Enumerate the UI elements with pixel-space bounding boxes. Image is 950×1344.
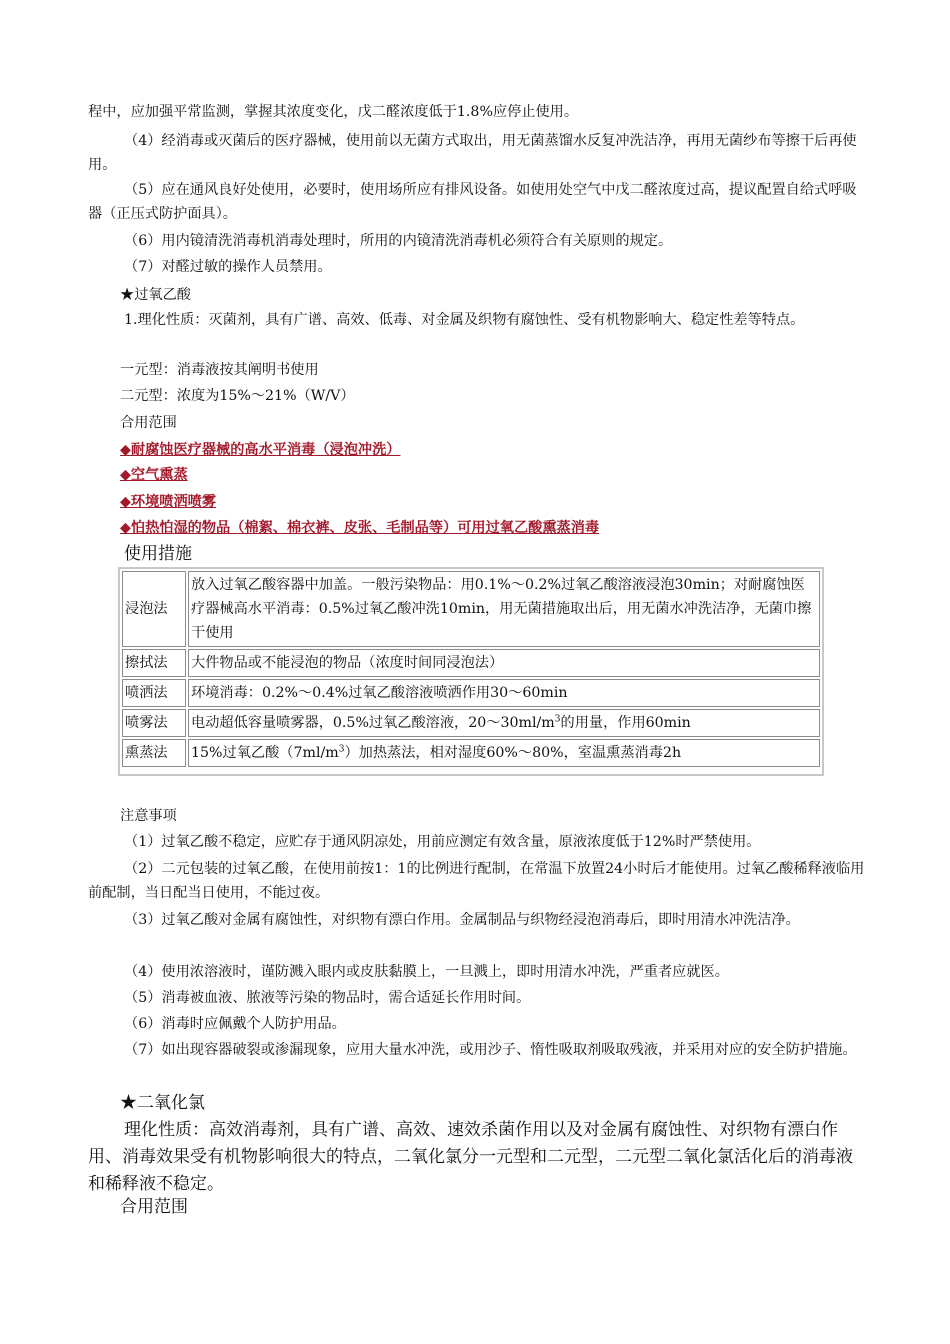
scope-item: ◆空气熏蒸 <box>120 467 188 483</box>
chlorine-dioxide-heading: ★二氧化氯 <box>120 1093 205 1113</box>
method-name: 喷洒法 <box>122 679 186 707</box>
scope-item: ◆耐腐蚀医疗器械的高水平消毒（浸泡冲洗） <box>120 442 401 458</box>
continued-paragraph: 程中，应加强平常监测，掌握其浓度变化，戊二醛浓度低于1.8%应停止使用。 <box>88 104 579 120</box>
method-desc <box>188 739 820 767</box>
method-desc: 放入过氧乙酸容器中加盖。一般污染物品：用0.1%～0.2%过氧乙酸溶液浸泡30min；对耐腐蚀医疗器械高水平消毒：0.5%过氧乙酸冲洗10min，用无菌措施取出后，用无菌水冲洗洁净，无菌巾擦干使用 <box>188 571 820 647</box>
method-name: 熏蒸法 <box>122 739 186 767</box>
note-item: （4）使用浓溶液时，谨防溅入眼内或皮肤黏膜上，一旦溅上，即时用清水冲洗，严重者应就医。 <box>124 964 729 980</box>
method-desc-post: ）加热蒸法，相对湿度60%～80%，室温熏蒸消毒2h <box>344 745 682 761</box>
method-name: 浸泡法 <box>122 571 186 647</box>
note-item: （1）过氧乙酸不稳定，应贮存于通风阴凉处，用前应测定有效含量，原液浓度低于12%时严禁使用。 <box>124 834 761 850</box>
note-item-7: （7）对醛过敏的操作人员禁用。 <box>124 259 332 275</box>
note-item-5: （5）应在通风良好处使用，必要时，使用场所应有排风设备。如使用处空气中戊二醛浓度过高，提议配置自给式呼吸器（正压式防护面具）。 <box>88 182 857 222</box>
type-binary: 二元型：浓度为15%～21%（W/V） <box>120 388 355 404</box>
table-row <box>122 739 820 767</box>
method-desc-pre: 15%过氧乙酸（7ml/m <box>191 745 339 761</box>
superscript: 3 <box>554 714 561 725</box>
type-single: 一元型：消毒液按其阐明书使用 <box>120 362 319 378</box>
scope-title: 合用范围 <box>120 415 177 431</box>
note-item-6: （6）用内镜清洗消毒机消毒处理时，所用的内镜清洗消毒机必须符合有关原则的规定。 <box>124 233 673 249</box>
notes-title: 注意事项 <box>120 808 177 824</box>
scope-item: ◆怕热怕湿的物品（棉絮、棉衣裤、皮张、毛制品等）可用过氧乙酸熏蒸消毒 <box>120 520 600 536</box>
peracetic-heading: ★过氧乙酸 <box>120 287 191 303</box>
method-desc: 大件物品或不能浸泡的物品（浓度时间同浸泡法） <box>188 649 820 677</box>
superscript: 3 <box>338 744 345 755</box>
method-desc <box>188 709 820 737</box>
peracetic-properties: 1.理化性质：灭菌剂，具有广谱、高效、低毒、对金属及织物有腐蚀性、受有机物影响大、稳定性差等特点。 <box>124 312 805 328</box>
note-item: （7）如出现容器破裂或渗漏现象，应用大量水冲洗，或用沙子、惰性吸取剂吸取残液，并采用对应的安全防护措施。 <box>124 1042 857 1058</box>
method-name: 擦拭法 <box>122 649 186 677</box>
note-item-4: （4）经消毒或灭菌后的医疗器械，使用前以无菌方式取出，用无菌蒸馏水反复冲洗洁净，再用无菌纱布等擦干后再使用。 <box>88 133 857 173</box>
note-item: （3）过氧乙酸对金属有腐蚀性，对织物有漂白作用。金属制品与织物经浸泡消毒后，即时用清水冲洗洁净。 <box>124 912 800 928</box>
method-desc-pre: 电动超低容量喷雾器，0.5%过氧乙酸溶液，20～30ml/m <box>191 715 555 731</box>
chlorine-dioxide-properties: 理化性质：高效消毒剂，具有广谱、高效、速效杀菌作用以及对金属有腐蚀性、对织物有漂白作用、消毒效果受有机物影响很大的特点，二氧化氯分一元型和二元型，二元型二氧化氯活化后的消毒液和稀释液不稳定。 <box>88 1120 853 1194</box>
table-row <box>122 679 820 707</box>
scope-item: ◆环境喷洒喷雾 <box>120 494 217 510</box>
table-row <box>122 709 820 737</box>
note-item: （5）消毒被血液、脓液等污染的物品时，需合适延长作用时间。 <box>124 990 531 1006</box>
note-item: （2）二元包装的过氧乙酸，在使用前按1：1的比例进行配制，在常温下放置24小时后才能使用。过氧乙酸稀释液临用前配制，当日配当日使用，不能过夜。 <box>88 861 865 901</box>
chlorine-scope-title: 合用范围 <box>120 1197 188 1217</box>
table-row <box>122 571 820 647</box>
method-name: 喷雾法 <box>122 709 186 737</box>
method-desc: 环境消毒：0.2%～0.4%过氧乙酸溶液喷洒作用30～60min <box>188 679 820 707</box>
methods-table <box>118 567 824 776</box>
note-item: （6）消毒时应佩戴个人防护用品。 <box>124 1016 346 1032</box>
measures-title: 使用措施 <box>124 544 192 564</box>
table-row <box>122 649 820 677</box>
method-desc-post: 的用量，作用60min <box>560 715 691 731</box>
